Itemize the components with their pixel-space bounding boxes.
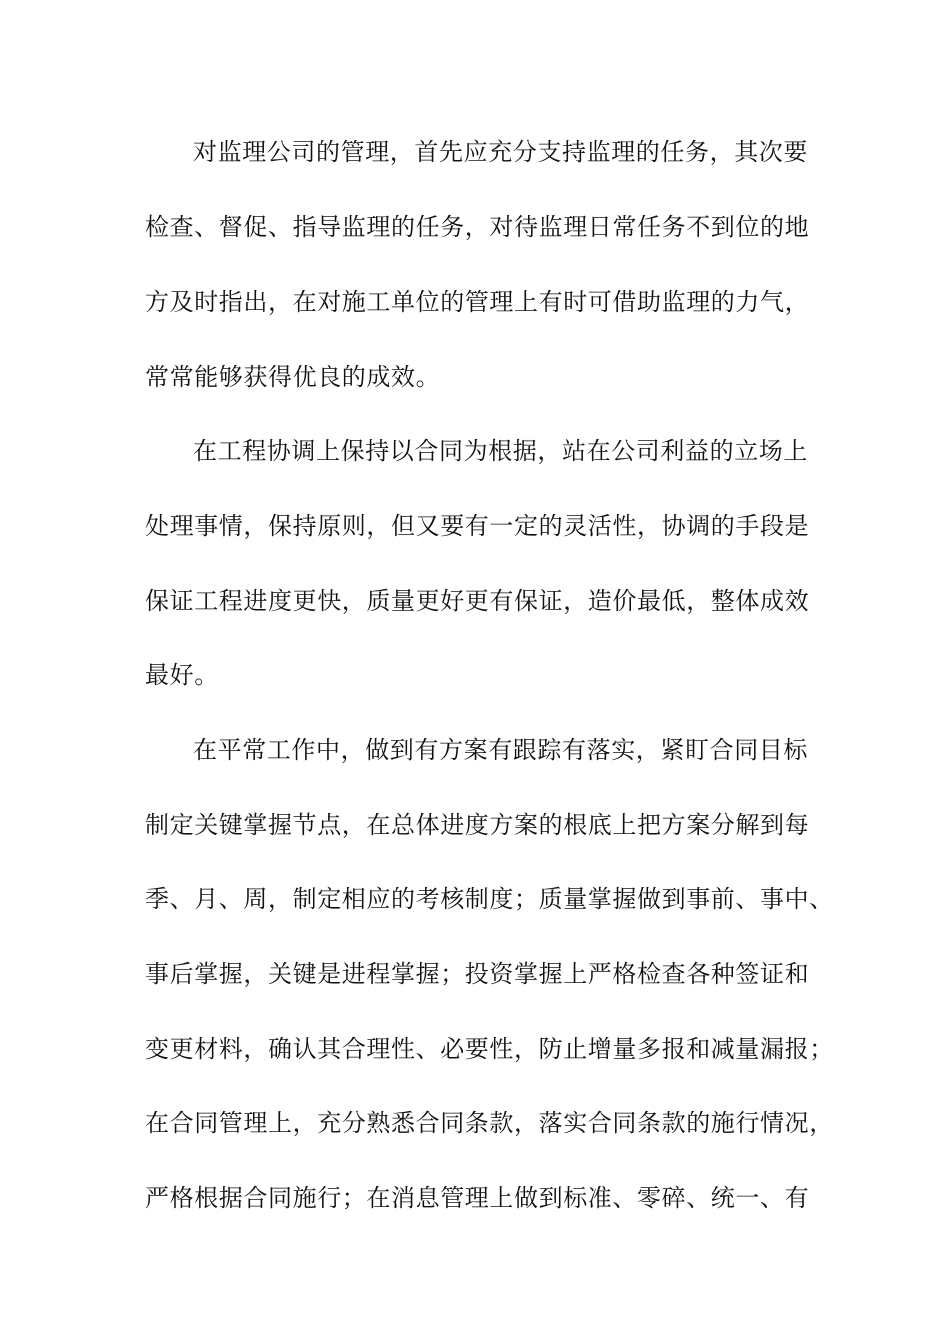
paragraph-1-line-1: 对监理公司的管理，首先应充分支持监理的任务，其次要 (193, 138, 808, 166)
paragraph-3-line-6: 在合同管理上，充分熟悉合同条款，落实合同条款的施行情况， (145, 1109, 834, 1137)
paragraph-1-line-4: 常常能够获得优良的成效。 (145, 363, 441, 391)
paragraph-3-line-5: 变更材料，确认其合理性、必要性，防止增量多报和减量漏报； (145, 1035, 834, 1063)
paragraph-2-line-2: 处理事情，保持原则，但又要有一定的灵活性，协调的手段是 (145, 512, 810, 540)
paragraph-3-line-3: 季、月、周，制定相应的考核制度；质量掌握做到事前、事中、 (145, 885, 834, 913)
paragraph-3-line-2: 制定关键掌握节点，在总体进度方案的根底上把方案分解到每 (145, 811, 810, 839)
paragraph-2-line-3: 保证工程进度更快，质量更好更有保证，造价最低，整体成效 (145, 587, 810, 615)
paragraph-3-line-7: 严格根据合同施行；在消息管理上做到标准、零碎、统一、有 (145, 1184, 810, 1212)
paragraph-3-line-1: 在平常工作中，做到有方案有跟踪有落实，紧盯合同目标 (193, 736, 808, 764)
paragraph-2-line-1: 在工程协调上保持以合同为根据，站在公司利益的立场上 (193, 437, 808, 465)
paragraph-3-line-4: 事后掌握，关键是进程掌握；投资掌握上严格检查各种签证和 (145, 960, 810, 988)
paragraph-1-line-3: 方及时指出，在对施工单位的管理上有时可借助监理的力气， (145, 288, 810, 316)
paragraph-1-line-2: 检查、督促、指导监理的任务，对待监理日常任务不到位的地 (145, 213, 810, 241)
paragraph-2-line-4: 最好。 (145, 661, 219, 689)
